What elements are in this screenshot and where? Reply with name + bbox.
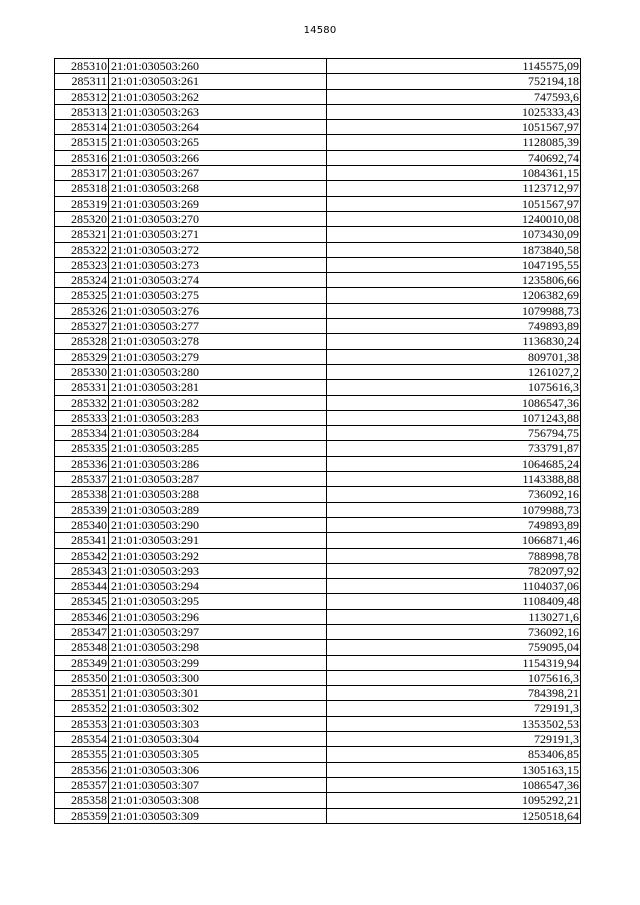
cadastral-number-cell: 21:01:030503:269	[109, 196, 327, 211]
cadastral-number-cell: 21:01:030503:304	[109, 732, 327, 747]
cadastral-value-cell: 736092,16	[327, 624, 581, 639]
cadastral-number-cell: 21:01:030503:289	[109, 502, 327, 517]
cadastral-value-cell: 1873840,58	[327, 242, 581, 257]
table-row	[55, 89, 581, 104]
cadastral-number-cell: 21:01:030503:295	[109, 594, 327, 609]
cadastral-number-cell: 21:01:030503:308	[109, 793, 327, 808]
row-number-cell: 285334	[55, 426, 109, 441]
row-number-cell: 285314	[55, 120, 109, 135]
cadastral-number-cell: 21:01:030503:260	[109, 59, 327, 74]
cadastral-number-cell: 21:01:030503:263	[109, 104, 327, 119]
row-number-cell: 285359	[55, 808, 109, 823]
cadastral-number-cell: 21:01:030503:276	[109, 303, 327, 318]
cadastral-value-cell: 1145575,09	[327, 59, 581, 74]
cadastral-value-cell: 1073430,09	[327, 227, 581, 242]
cadastral-value-cell: 1075616,3	[327, 670, 581, 685]
table-row	[55, 135, 581, 150]
cadastral-value-cell: 1240010,08	[327, 211, 581, 226]
cadastral-number-cell: 21:01:030503:273	[109, 257, 327, 272]
table-row	[55, 533, 581, 548]
table-row	[55, 762, 581, 777]
cadastral-value-cell: 736092,16	[327, 487, 581, 502]
row-number-cell: 285326	[55, 303, 109, 318]
table-row	[55, 777, 581, 792]
row-number-cell: 285349	[55, 655, 109, 670]
table-row	[55, 120, 581, 135]
cadastral-value-cell: 1025333,43	[327, 104, 581, 119]
row-number-cell: 285333	[55, 410, 109, 425]
cadastral-value-cell: 1143388,88	[327, 472, 581, 487]
cadastral-value-cell: 1051567,97	[327, 120, 581, 135]
cadastral-number-cell: 21:01:030503:296	[109, 609, 327, 624]
cadastral-value-cell: 1095292,21	[327, 793, 581, 808]
cadastral-value-cell: 1051567,97	[327, 196, 581, 211]
table-row	[55, 273, 581, 288]
row-number-cell: 285339	[55, 502, 109, 517]
row-number-cell: 285329	[55, 349, 109, 364]
cadastral-value-cell: 1104037,06	[327, 579, 581, 594]
cadastral-number-cell: 21:01:030503:307	[109, 777, 327, 792]
table-row	[55, 472, 581, 487]
cadastral-number-cell: 21:01:030503:265	[109, 135, 327, 150]
cadastral-value-cell: 1261027,2	[327, 364, 581, 379]
table-row	[55, 563, 581, 578]
row-number-cell: 285315	[55, 135, 109, 150]
cadastral-value-cell: 1075616,3	[327, 380, 581, 395]
row-number-cell: 285331	[55, 380, 109, 395]
table-row	[55, 808, 581, 823]
row-number-cell: 285342	[55, 548, 109, 563]
cadastral-number-cell: 21:01:030503:309	[109, 808, 327, 823]
row-number-cell: 285356	[55, 762, 109, 777]
row-number-cell: 285338	[55, 487, 109, 502]
table-row	[55, 196, 581, 211]
table-row	[55, 456, 581, 471]
row-number-cell: 285354	[55, 732, 109, 747]
table-row	[55, 609, 581, 624]
table-row	[55, 257, 581, 272]
cadastral-number-cell: 21:01:030503:262	[109, 89, 327, 104]
table-row	[55, 517, 581, 532]
cadastral-number-cell: 21:01:030503:287	[109, 472, 327, 487]
row-number-cell: 285348	[55, 640, 109, 655]
row-number-cell: 285357	[55, 777, 109, 792]
cadastral-value-cell: 1079988,73	[327, 303, 581, 318]
cadastral-number-cell: 21:01:030503:290	[109, 517, 327, 532]
table-row	[55, 364, 581, 379]
row-number-cell: 285340	[55, 517, 109, 532]
cadastral-number-cell: 21:01:030503:275	[109, 288, 327, 303]
table-row	[55, 441, 581, 456]
row-number-cell: 285347	[55, 624, 109, 639]
row-number-cell: 285317	[55, 166, 109, 181]
cadastral-value-cell: 788998,78	[327, 548, 581, 563]
cadastral-number-cell: 21:01:030503:281	[109, 380, 327, 395]
cadastral-number-cell: 21:01:030503:286	[109, 456, 327, 471]
cadastral-value-cell: 1047195,55	[327, 257, 581, 272]
table-row	[55, 426, 581, 441]
table-row	[55, 701, 581, 716]
table-row	[55, 502, 581, 517]
table-row	[55, 303, 581, 318]
row-number-cell: 285318	[55, 181, 109, 196]
cadastral-value-cell: 1305163,15	[327, 762, 581, 777]
cadastral-value-table	[54, 58, 581, 824]
row-number-cell: 285353	[55, 716, 109, 731]
row-number-cell: 285332	[55, 395, 109, 410]
row-number-cell: 285336	[55, 456, 109, 471]
row-number-cell: 285325	[55, 288, 109, 303]
table-row	[55, 640, 581, 655]
cadastral-value-cell: 784398,21	[327, 686, 581, 701]
cadastral-value-cell: 729191,3	[327, 701, 581, 716]
row-number-cell: 285311	[55, 74, 109, 89]
table-row	[55, 732, 581, 747]
cadastral-value-cell: 1066871,46	[327, 533, 581, 548]
row-number-cell: 285350	[55, 670, 109, 685]
row-number-cell: 285320	[55, 211, 109, 226]
row-number-cell: 285345	[55, 594, 109, 609]
cadastral-value-cell: 749893,89	[327, 319, 581, 334]
row-number-cell: 285319	[55, 196, 109, 211]
cadastral-value-cell: 752194,18	[327, 74, 581, 89]
cadastral-number-cell: 21:01:030503:298	[109, 640, 327, 655]
table-row	[55, 487, 581, 502]
table-row	[55, 793, 581, 808]
cadastral-value-cell: 733791,87	[327, 441, 581, 456]
cadastral-number-cell: 21:01:030503:284	[109, 426, 327, 441]
table-row	[55, 181, 581, 196]
cadastral-value-cell: 1353502,53	[327, 716, 581, 731]
cadastral-number-cell: 21:01:030503:302	[109, 701, 327, 716]
table-row	[55, 410, 581, 425]
row-number-cell: 285352	[55, 701, 109, 716]
table-row	[55, 655, 581, 670]
table-row	[55, 104, 581, 119]
table-row	[55, 59, 581, 74]
cadastral-number-cell: 21:01:030503:280	[109, 364, 327, 379]
row-number-cell: 285323	[55, 257, 109, 272]
row-number-cell: 285344	[55, 579, 109, 594]
cadastral-number-cell: 21:01:030503:279	[109, 349, 327, 364]
table-row	[55, 74, 581, 89]
cadastral-value-cell: 1084361,15	[327, 166, 581, 181]
table-row	[55, 319, 581, 334]
cadastral-number-cell: 21:01:030503:292	[109, 548, 327, 563]
cadastral-value-cell: 1079988,73	[327, 502, 581, 517]
cadastral-number-cell: 21:01:030503:285	[109, 441, 327, 456]
row-number-cell: 285343	[55, 563, 109, 578]
cadastral-number-cell: 21:01:030503:299	[109, 655, 327, 670]
cadastral-number-cell: 21:01:030503:277	[109, 319, 327, 334]
table-row	[55, 288, 581, 303]
cadastral-number-cell: 21:01:030503:267	[109, 166, 327, 181]
table-row	[55, 579, 581, 594]
page-number: 14580	[303, 25, 337, 36]
row-number-cell: 285335	[55, 441, 109, 456]
cadastral-number-cell: 21:01:030503:288	[109, 487, 327, 502]
cadastral-value-cell: 756794,75	[327, 426, 581, 441]
cadastral-value-cell: 1108409,48	[327, 594, 581, 609]
table-row	[55, 380, 581, 395]
table-row	[55, 334, 581, 349]
row-number-cell: 285337	[55, 472, 109, 487]
table-row	[55, 624, 581, 639]
row-number-cell: 285330	[55, 364, 109, 379]
table-row	[55, 686, 581, 701]
cadastral-value-cell: 1086547,36	[327, 777, 581, 792]
cadastral-number-cell: 21:01:030503:297	[109, 624, 327, 639]
table-row	[55, 227, 581, 242]
cadastral-number-cell: 21:01:030503:270	[109, 211, 327, 226]
cadastral-value-cell: 1086547,36	[327, 395, 581, 410]
table-row	[55, 670, 581, 685]
cadastral-value-cell: 759095,04	[327, 640, 581, 655]
table-row	[55, 594, 581, 609]
table-row	[55, 349, 581, 364]
cadastral-number-cell: 21:01:030503:271	[109, 227, 327, 242]
table-row	[55, 150, 581, 165]
cadastral-value-cell: 729191,3	[327, 732, 581, 747]
table-row	[55, 242, 581, 257]
row-number-cell: 285313	[55, 104, 109, 119]
cadastral-value-cell: 1071243,88	[327, 410, 581, 425]
cadastral-value-cell: 1206382,69	[327, 288, 581, 303]
cadastral-value-cell: 782097,92	[327, 563, 581, 578]
cadastral-number-cell: 21:01:030503:278	[109, 334, 327, 349]
cadastral-value-cell: 1250518,64	[327, 808, 581, 823]
table-row	[55, 548, 581, 563]
cadastral-value-cell: 1235806,66	[327, 273, 581, 288]
cadastral-number-cell: 21:01:030503:264	[109, 120, 327, 135]
cadastral-number-cell: 21:01:030503:303	[109, 716, 327, 731]
row-number-cell: 285346	[55, 609, 109, 624]
row-number-cell: 285312	[55, 89, 109, 104]
cadastral-number-cell: 21:01:030503:294	[109, 579, 327, 594]
cadastral-number-cell: 21:01:030503:291	[109, 533, 327, 548]
cadastral-number-cell: 21:01:030503:261	[109, 74, 327, 89]
cadastral-number-cell: 21:01:030503:272	[109, 242, 327, 257]
table-row	[55, 211, 581, 226]
table-row	[55, 716, 581, 731]
table-row	[55, 747, 581, 762]
row-number-cell: 285341	[55, 533, 109, 548]
cadastral-number-cell: 21:01:030503:305	[109, 747, 327, 762]
table-row	[55, 395, 581, 410]
row-number-cell: 285310	[55, 59, 109, 74]
row-number-cell: 285324	[55, 273, 109, 288]
cadastral-value-cell: 740692,74	[327, 150, 581, 165]
cadastral-value-cell: 1136830,24	[327, 334, 581, 349]
cadastral-value-cell: 1128085,39	[327, 135, 581, 150]
cadastral-value-cell: 809701,38	[327, 349, 581, 364]
row-number-cell: 285321	[55, 227, 109, 242]
cadastral-number-cell: 21:01:030503:268	[109, 181, 327, 196]
cadastral-value-cell: 1064685,24	[327, 456, 581, 471]
table-body	[55, 59, 581, 824]
row-number-cell: 285316	[55, 150, 109, 165]
row-number-cell: 285355	[55, 747, 109, 762]
cadastral-number-cell: 21:01:030503:301	[109, 686, 327, 701]
row-number-cell: 285327	[55, 319, 109, 334]
table-row	[55, 166, 581, 181]
cadastral-value-cell: 1130271,6	[327, 609, 581, 624]
cadastral-number-cell: 21:01:030503:283	[109, 410, 327, 425]
cadastral-value-cell: 1154319,94	[327, 655, 581, 670]
row-number-cell: 285358	[55, 793, 109, 808]
cadastral-value-cell: 749893,89	[327, 517, 581, 532]
cadastral-number-cell: 21:01:030503:282	[109, 395, 327, 410]
cadastral-value-cell: 747593,6	[327, 89, 581, 104]
cadastral-value-cell: 1123712,97	[327, 181, 581, 196]
cadastral-number-cell: 21:01:030503:274	[109, 273, 327, 288]
cadastral-value-cell: 853406,85	[327, 747, 581, 762]
row-number-cell: 285328	[55, 334, 109, 349]
cadastral-number-cell: 21:01:030503:300	[109, 670, 327, 685]
cadastral-number-cell: 21:01:030503:293	[109, 563, 327, 578]
cadastral-number-cell: 21:01:030503:306	[109, 762, 327, 777]
row-number-cell: 285322	[55, 242, 109, 257]
cadastral-number-cell: 21:01:030503:266	[109, 150, 327, 165]
row-number-cell: 285351	[55, 686, 109, 701]
